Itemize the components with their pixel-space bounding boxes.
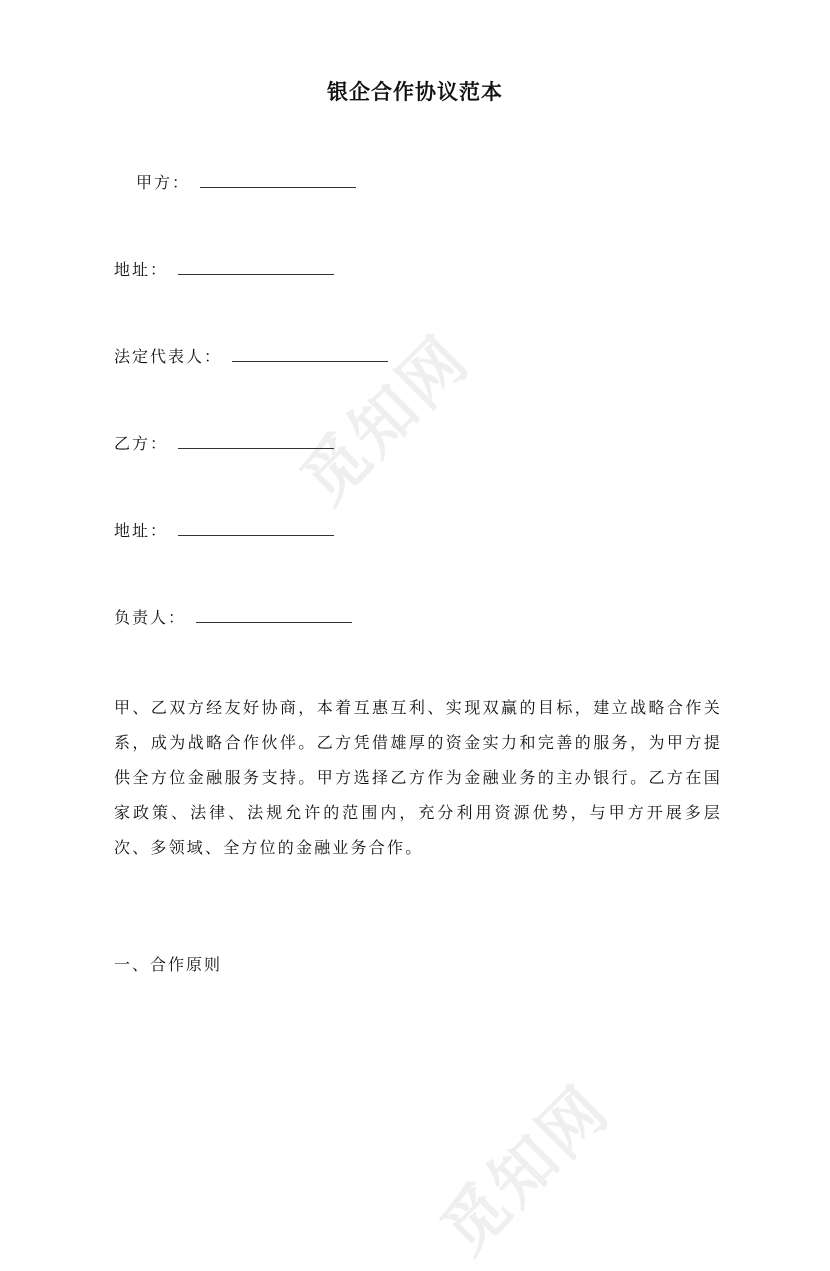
party-a-address-field <box>114 257 334 280</box>
party-a-legal-rep-field <box>114 344 388 367</box>
party-b-responsible-blank[interactable] <box>196 608 352 623</box>
party-a-name-blank[interactable] <box>200 173 356 188</box>
party-b-name-blank[interactable] <box>178 434 334 449</box>
party-a-legal-rep-blank[interactable] <box>232 347 388 362</box>
party-b-address-field <box>114 518 334 541</box>
party-b-responsible-label: 负责人： <box>114 608 187 627</box>
section-heading-cooperation-principles: 一、合作原则 <box>114 955 223 974</box>
watermark: 觅知网 <box>427 1071 625 1269</box>
watermark: 觅知网 <box>287 321 485 519</box>
document-title: 银企合作协议范本 <box>327 79 503 104</box>
party-a-name-field <box>136 170 356 193</box>
party-b-responsible-field <box>114 605 352 628</box>
party-b-name-label: 乙方： <box>114 434 169 453</box>
intro-paragraph: 甲、乙双方经友好协商，本着互惠互利、实现双赢的目标，建立战略合作关系，成为战略合作伙伴。乙方凭借雄厚的资金实力和完善的服务，为甲方提供全方位金融服务支持。甲方选择乙方作为金融业务的主办银行。乙方在国家政策、法律、法规允许的范围内，充分利用资源优势，与甲方开展多层次、多领域、全方位的金融业务合作。 <box>114 698 722 857</box>
party-a-legal-rep-label: 法定代表人： <box>114 347 223 366</box>
party-a-name-label: 甲方： <box>136 173 191 192</box>
party-b-name-field <box>114 431 334 454</box>
party-b-address-blank[interactable] <box>178 521 334 536</box>
party-b-address-label: 地址： <box>114 521 169 540</box>
party-a-address-blank[interactable] <box>178 260 334 275</box>
party-a-address-label: 地址： <box>114 260 169 279</box>
